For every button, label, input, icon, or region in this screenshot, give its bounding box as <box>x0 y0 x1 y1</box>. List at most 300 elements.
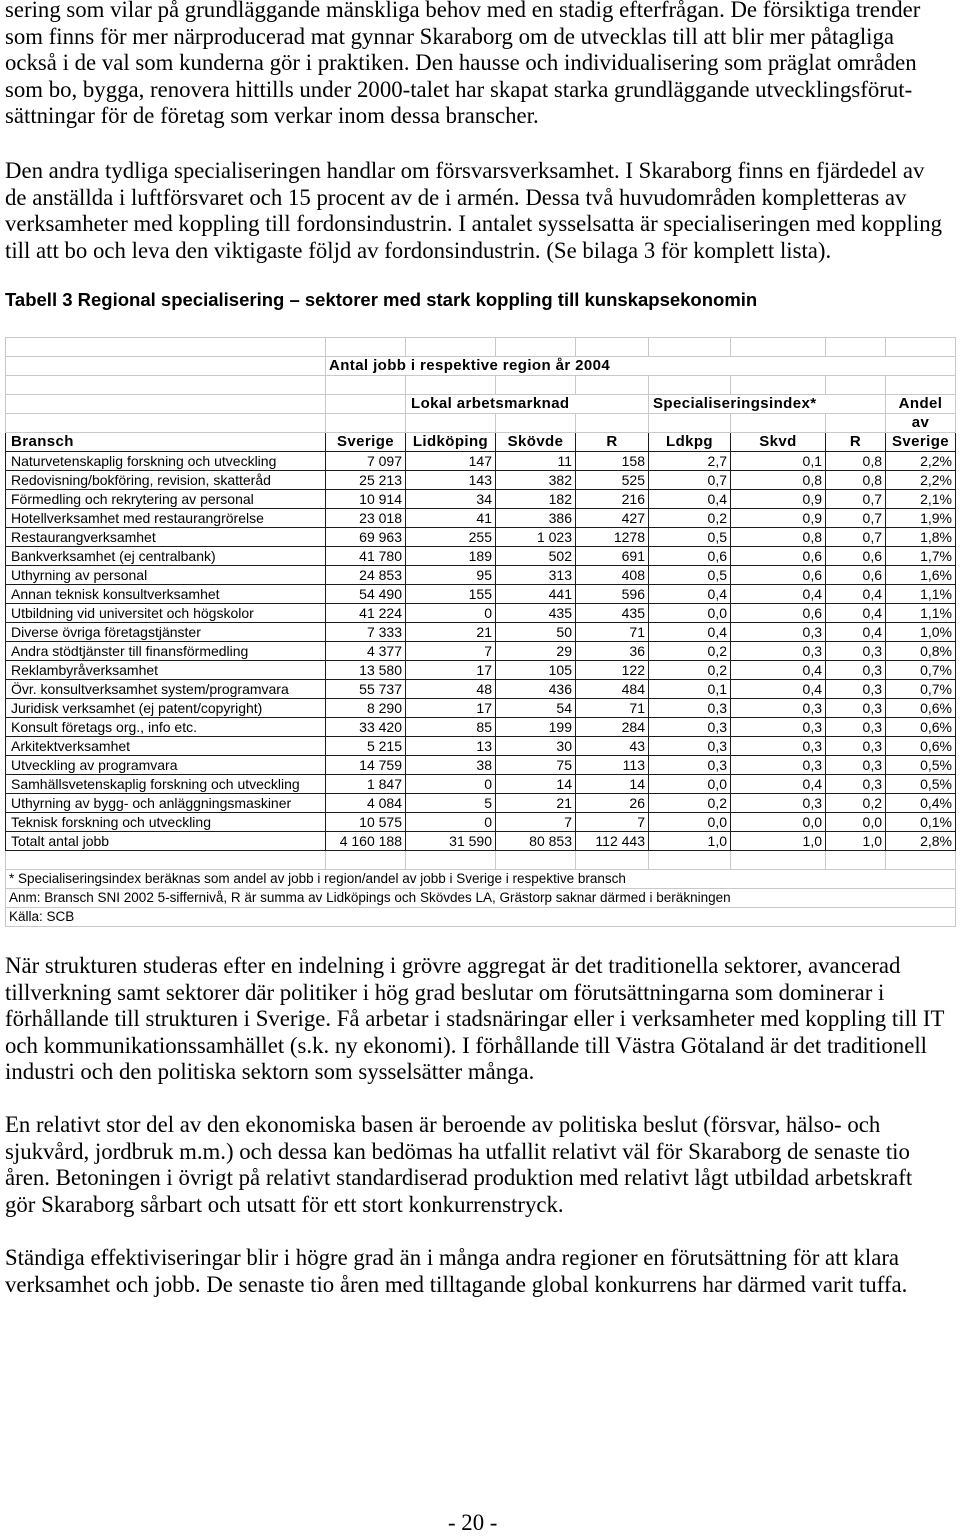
page-number: - 20 - <box>448 1510 498 1535</box>
column-header-lidkoping: Lidköping <box>406 433 496 452</box>
value-cell-skvd-index: 0,4 <box>731 585 826 604</box>
branch-cell: Utbildning vid universitet och högskolor <box>6 604 326 623</box>
text-line: åren. Betoningen i övrigt på relativt standardiserad produktion med relativt lågt utbildad arbetskraft <box>5 1165 913 1190</box>
value-cell-sverige: 4 377 <box>326 642 406 661</box>
paragraph-3 <box>5 953 944 1086</box>
value-cell-r-jobs: 216 <box>576 490 649 509</box>
value-cell-r-jobs: 113 <box>576 756 649 775</box>
branch-cell: Andra stödtjänster till finansförmedling <box>6 642 326 661</box>
table-row <box>6 680 956 699</box>
empty-cell <box>6 357 326 376</box>
value-cell-skvd-index: 1,0 <box>731 832 826 851</box>
empty-cell <box>649 851 731 870</box>
value-cell-r-jobs: 26 <box>576 794 649 813</box>
value-cell-ldkpg-index: 0,2 <box>649 642 731 661</box>
empty-cell <box>6 376 326 395</box>
value-cell-ldkpg-index: 0,4 <box>649 490 731 509</box>
value-cell-skvd-index: 0,9 <box>731 490 826 509</box>
value-cell-sverige: 7 333 <box>326 623 406 642</box>
value-cell-lidkoping: 38 <box>406 756 496 775</box>
value-cell-ldkpg-index: 0,3 <box>649 718 731 737</box>
value-cell-skovde: 1 023 <box>496 528 576 547</box>
table-caption: Tabell 3 Regional specialisering – sektorer med stark koppling till kunskapsekonomin <box>5 289 758 310</box>
value-cell-r-jobs: 691 <box>576 547 649 566</box>
value-cell-share-sverige: 1,9% <box>886 509 956 528</box>
value-cell-skvd-index: 0,3 <box>731 737 826 756</box>
table-row <box>6 490 956 509</box>
value-cell-lidkoping: 95 <box>406 566 496 585</box>
empty-cell <box>649 338 731 357</box>
value-cell-skvd-index: 0,8 <box>731 471 826 490</box>
value-cell-r-jobs: 43 <box>576 737 649 756</box>
value-cell-share-sverige: 0,6% <box>886 699 956 718</box>
empty-cell <box>326 414 406 433</box>
table-row <box>6 756 956 775</box>
value-cell-skvd-index: 0,1 <box>731 452 826 471</box>
column-header-skvd: Skvd <box>731 433 826 452</box>
empty-cell <box>576 376 649 395</box>
branch-cell: Naturvetenskaplig forskning och utveckling <box>6 452 326 471</box>
value-cell-r-jobs: 408 <box>576 566 649 585</box>
empty-cell <box>576 338 649 357</box>
table-row <box>6 642 956 661</box>
empty-cell <box>6 395 326 414</box>
branch-cell: Uthyrning av bygg- och anläggningsmaskiner <box>6 794 326 813</box>
footnote-remark: Anm: Bransch SNI 2002 5-siffernivå, R är summa av Lidköpings och Skövdes LA, Grästorp saknar därmed i beräkningen <box>6 889 956 908</box>
value-cell-ldkpg-index: 0,3 <box>649 756 731 775</box>
value-cell-sverige: 41 780 <box>326 547 406 566</box>
value-cell-lidkoping: 255 <box>406 528 496 547</box>
table-header <box>6 338 956 452</box>
table-title: Antal jobb i respektive region år 2004 <box>326 357 956 376</box>
branch-cell: Reklambyråverksamhet <box>6 661 326 680</box>
paragraph-5 <box>5 1245 907 1298</box>
value-cell-r-index: 0,6 <box>826 566 886 585</box>
value-cell-ldkpg-index: 1,0 <box>649 832 731 851</box>
value-cell-sverige: 4 160 188 <box>326 832 406 851</box>
value-cell-sverige: 55 737 <box>326 680 406 699</box>
branch-cell: Annan teknisk konsultverksamhet <box>6 585 326 604</box>
value-cell-r-index: 0,8 <box>826 471 886 490</box>
value-cell-share-sverige: 2,8% <box>886 832 956 851</box>
value-cell-lidkoping: 147 <box>406 452 496 471</box>
table-row <box>6 794 956 813</box>
value-cell-ldkpg-index: 0,0 <box>649 604 731 623</box>
value-cell-r-index: 0,3 <box>826 718 886 737</box>
branch-cell: Redovisning/bokföring, revision, skatteråd <box>6 471 326 490</box>
text-line: verksamhet och jobb. De senaste tio åren med tilltagande global konkurrens har därmed varit tuffa. <box>5 1271 908 1297</box>
value-cell-share-sverige: 1,8% <box>886 528 956 547</box>
value-cell-skovde: 75 <box>496 756 576 775</box>
value-cell-ldkpg-index: 0,0 <box>649 775 731 794</box>
value-cell-r-index: 0,2 <box>826 794 886 813</box>
footnote-index-definition: * Specialiseringsindex beräknas som andel av jobb i region/andel av jobb i Sverige i respektive bransch <box>6 870 956 889</box>
branch-cell: Hotellverksamhet med restaurangrörelse <box>6 509 326 528</box>
branch-cell: Bankverksamhet (ej centralbank) <box>6 547 326 566</box>
empty-cell <box>326 338 406 357</box>
value-cell-r-jobs: 435 <box>576 604 649 623</box>
value-cell-ldkpg-index: 0,3 <box>649 737 731 756</box>
value-cell-r-index: 0,3 <box>826 737 886 756</box>
empty-cell <box>496 414 576 433</box>
value-cell-lidkoping: 85 <box>406 718 496 737</box>
text-line: En relativt stor del av den ekonomiska basen är beroende av politiska beslut (försvar, hälso- och <box>5 1112 881 1137</box>
empty-cell <box>886 338 956 357</box>
value-cell-sverige: 69 963 <box>326 528 406 547</box>
value-cell-sverige: 10 575 <box>326 813 406 832</box>
table-row <box>6 737 956 756</box>
title-row <box>6 357 956 376</box>
value-cell-sverige: 1 847 <box>326 775 406 794</box>
value-cell-skvd-index: 0,4 <box>731 661 826 680</box>
blank-row <box>6 851 956 870</box>
value-cell-ldkpg-index: 0,5 <box>649 566 731 585</box>
value-cell-skovde: 30 <box>496 737 576 756</box>
value-cell-skvd-index: 0,0 <box>731 813 826 832</box>
value-cell-sverige: 10 914 <box>326 490 406 509</box>
value-cell-share-sverige: 0,6% <box>886 718 956 737</box>
value-cell-share-sverige: 0,7% <box>886 661 956 680</box>
value-cell-ldkpg-index: 0,6 <box>649 547 731 566</box>
empty-cell <box>731 851 826 870</box>
column-header-branch: Bransch <box>6 433 326 452</box>
value-cell-ldkpg-index: 0,4 <box>649 585 731 604</box>
branch-cell: Restaurangverksamhet <box>6 528 326 547</box>
value-cell-r-jobs: 71 <box>576 623 649 642</box>
empty-cell <box>326 376 406 395</box>
empty-cell <box>576 414 649 433</box>
value-cell-r-index: 0,3 <box>826 775 886 794</box>
value-cell-r-jobs: 1278 <box>576 528 649 547</box>
empty-cell <box>576 851 649 870</box>
empty-cell <box>826 414 886 433</box>
share-header-line-1: Andel <box>886 395 956 414</box>
value-cell-skovde: 386 <box>496 509 576 528</box>
value-cell-lidkoping: 0 <box>406 604 496 623</box>
value-cell-r-jobs: 112 443 <box>576 832 649 851</box>
paragraph-2 <box>5 158 942 264</box>
value-cell-r-index: 0,4 <box>826 585 886 604</box>
value-cell-share-sverige: 0,4% <box>886 794 956 813</box>
value-cell-lidkoping: 155 <box>406 585 496 604</box>
table-row <box>6 623 956 642</box>
value-cell-share-sverige: 0,8% <box>886 642 956 661</box>
empty-cell <box>406 376 496 395</box>
text-line: som finns för mer närproducerad mat gynnar Skaraborg om de utvecklas till att blir mer påtagliga <box>5 23 895 49</box>
empty-cell <box>826 376 886 395</box>
value-cell-r-index: 0,7 <box>826 528 886 547</box>
text-line: också i de val som kunderna gör i praktiken. Den hausse och individualisering som präglat områden <box>5 50 917 75</box>
value-cell-skovde: 54 <box>496 699 576 718</box>
branch-cell: Utveckling av programvara <box>6 756 326 775</box>
column-header-r-jobs: R <box>576 433 649 452</box>
value-cell-r-index: 0,8 <box>826 452 886 471</box>
branch-cell: Arkitektverksamhet <box>6 737 326 756</box>
text-line: som bo, bygga, renovera hittills under 2000-talet har skapat starka grundläggande utvecklingsförut- <box>5 76 913 102</box>
text-line: sättningar för de företag som verkar inom dessa branscher. <box>5 103 539 128</box>
branch-cell: Teknisk forskning och utveckling <box>6 813 326 832</box>
value-cell-lidkoping: 143 <box>406 471 496 490</box>
blank-row <box>6 338 956 357</box>
value-cell-r-index: 0,4 <box>826 604 886 623</box>
table-row <box>6 566 956 585</box>
empty-cell <box>496 376 576 395</box>
value-cell-skovde: 7 <box>496 813 576 832</box>
value-cell-ldkpg-index: 0,2 <box>649 661 731 680</box>
value-cell-skovde: 50 <box>496 623 576 642</box>
value-cell-r-jobs: 36 <box>576 642 649 661</box>
empty-cell <box>406 414 496 433</box>
value-cell-r-jobs: 7 <box>576 813 649 832</box>
table-row <box>6 528 956 547</box>
text-line: industri och den politiska sektorn som sysselsätter många. <box>5 1059 535 1084</box>
value-cell-r-index: 0,3 <box>826 661 886 680</box>
value-cell-lidkoping: 41 <box>406 509 496 528</box>
value-cell-share-sverige: 0,7% <box>886 680 956 699</box>
empty-cell <box>406 851 496 870</box>
value-cell-skvd-index: 0,6 <box>731 566 826 585</box>
empty-cell <box>6 338 326 357</box>
empty-cell <box>6 851 326 870</box>
value-cell-share-sverige: 0,1% <box>886 813 956 832</box>
value-cell-r-jobs: 284 <box>576 718 649 737</box>
value-cell-sverige: 23 018 <box>326 509 406 528</box>
value-cell-r-jobs: 596 <box>576 585 649 604</box>
empty-cell <box>731 376 826 395</box>
value-cell-r-index: 0,3 <box>826 756 886 775</box>
footnote-source: Källa: SCB <box>6 908 956 927</box>
value-cell-share-sverige: 2,2% <box>886 471 956 490</box>
value-cell-r-index: 0,3 <box>826 699 886 718</box>
value-cell-sverige: 54 490 <box>326 585 406 604</box>
branch-cell: Juridisk verksamhet (ej patent/copyright) <box>6 699 326 718</box>
value-cell-r-index: 0,4 <box>826 623 886 642</box>
empty-cell <box>406 338 496 357</box>
text-line: verksamheter med koppling till fordonsindustrin. I antalet sysselsatta är specialiseringen med koppling <box>5 211 942 236</box>
value-cell-lidkoping: 48 <box>406 680 496 699</box>
value-cell-skvd-index: 0,3 <box>731 756 826 775</box>
column-header-row <box>6 433 956 452</box>
table-row <box>6 452 956 471</box>
value-cell-share-sverige: 1,0% <box>886 623 956 642</box>
group-header-local-labour-market: Lokal arbetsmarknad <box>406 395 649 414</box>
value-cell-sverige: 14 759 <box>326 756 406 775</box>
value-cell-share-sverige: 2,1% <box>886 490 956 509</box>
empty-cell <box>496 851 576 870</box>
empty-cell <box>826 338 886 357</box>
value-cell-lidkoping: 5 <box>406 794 496 813</box>
value-cell-ldkpg-index: 0,1 <box>649 680 731 699</box>
text-line: gör Skaraborg sårbart och utsatt för ett stort konkurrenstryck. <box>5 1191 564 1217</box>
value-cell-r-jobs: 525 <box>576 471 649 490</box>
footnote-row <box>6 870 956 889</box>
branch-cell: Totalt antal jobb <box>6 832 326 851</box>
value-cell-skvd-index: 0,9 <box>731 509 826 528</box>
empty-cell <box>649 414 731 433</box>
text-line: Den andra tydliga specialiseringen handlar om försvarsverksamhet. I Skaraborg finns en fjärdedel av <box>5 158 925 183</box>
value-cell-ldkpg-index: 0,2 <box>649 794 731 813</box>
value-cell-ldkpg-index: 2,7 <box>649 452 731 471</box>
column-header-r-index: R <box>826 433 886 452</box>
value-cell-lidkoping: 21 <box>406 623 496 642</box>
value-cell-sverige: 41 224 <box>326 604 406 623</box>
value-cell-r-jobs: 71 <box>576 699 649 718</box>
text-line: och kommunikationssamhället (s.k. ny ekonomi). I förhållande till Västra Götaland är det traditionell <box>5 1032 927 1058</box>
value-cell-sverige: 24 853 <box>326 566 406 585</box>
empty-cell <box>326 395 406 414</box>
empty-cell <box>731 338 826 357</box>
text-line: Ständiga effektiviseringar blir i högre grad än i många andra regioner en förutsättning för att klara <box>5 1245 900 1270</box>
value-cell-skovde: 21 <box>496 794 576 813</box>
value-cell-r-index: 0,7 <box>826 509 886 528</box>
empty-cell <box>731 414 826 433</box>
value-cell-share-sverige: 1,7% <box>886 547 956 566</box>
column-header-sverige: Sverige <box>326 433 406 452</box>
empty-cell <box>886 376 956 395</box>
text-line: sjukvård, jordbruk m.m.) och dessa kan bedömas ha utfallit relativt väl för Skaraborg de senaste tio <box>5 1138 910 1164</box>
value-cell-r-jobs: 427 <box>576 509 649 528</box>
value-cell-lidkoping: 17 <box>406 661 496 680</box>
value-cell-ldkpg-index: 0,3 <box>649 699 731 718</box>
value-cell-skovde: 313 <box>496 566 576 585</box>
value-cell-skovde: 11 <box>496 452 576 471</box>
column-header-ldkpg: Ldkpg <box>649 433 731 452</box>
table-row <box>6 547 956 566</box>
value-cell-skovde: 199 <box>496 718 576 737</box>
value-cell-skovde: 435 <box>496 604 576 623</box>
value-cell-skvd-index: 0,4 <box>731 775 826 794</box>
value-cell-sverige: 4 084 <box>326 794 406 813</box>
value-cell-sverige: 5 215 <box>326 737 406 756</box>
total-row <box>6 832 956 851</box>
value-cell-skovde: 436 <box>496 680 576 699</box>
value-cell-lidkoping: 17 <box>406 699 496 718</box>
empty-cell <box>826 851 886 870</box>
branch-cell: Övr. konsultverksamhet system/programvara <box>6 680 326 699</box>
share-header-line-2: av <box>886 414 956 433</box>
empty-cell <box>6 414 326 433</box>
value-cell-share-sverige: 1,6% <box>886 566 956 585</box>
value-cell-skvd-index: 0,6 <box>731 547 826 566</box>
value-cell-share-sverige: 0,5% <box>886 775 956 794</box>
table-footer <box>6 851 956 927</box>
text-line: tillverkning samt sektorer där politiker i hög grad beslutar om förutsättningarna som dominerar i <box>5 979 885 1005</box>
value-cell-sverige: 13 580 <box>326 661 406 680</box>
value-cell-share-sverige: 1,1% <box>886 585 956 604</box>
value-cell-skvd-index: 0,3 <box>731 699 826 718</box>
value-cell-r-index: 0,0 <box>826 813 886 832</box>
value-cell-skovde: 14 <box>496 775 576 794</box>
value-cell-lidkoping: 0 <box>406 775 496 794</box>
value-cell-ldkpg-index: 0,4 <box>649 623 731 642</box>
value-cell-skvd-index: 0,3 <box>731 794 826 813</box>
group-header-row-2 <box>6 414 956 433</box>
table-row <box>6 718 956 737</box>
group-header-row <box>6 395 956 414</box>
value-cell-r-jobs: 158 <box>576 452 649 471</box>
value-cell-r-index: 0,3 <box>826 642 886 661</box>
table-body <box>6 452 956 851</box>
value-cell-skvd-index: 0,4 <box>731 680 826 699</box>
value-cell-lidkoping: 7 <box>406 642 496 661</box>
branch-cell: Uthyrning av personal <box>6 566 326 585</box>
value-cell-ldkpg-index: 0,7 <box>649 471 731 490</box>
paragraph-4 <box>5 1112 912 1218</box>
value-cell-ldkpg-index: 0,0 <box>649 813 731 832</box>
value-cell-ldkpg-index: 0,5 <box>649 528 731 547</box>
value-cell-r-jobs: 14 <box>576 775 649 794</box>
value-cell-sverige: 25 213 <box>326 471 406 490</box>
table-row <box>6 775 956 794</box>
text-line: När strukturen studeras efter en indelning i grövre aggregat är det traditionella sektorer, avancerad <box>5 953 901 978</box>
value-cell-skvd-index: 0,3 <box>731 642 826 661</box>
empty-cell <box>886 851 956 870</box>
branch-cell: Förmedling och rekrytering av personal <box>6 490 326 509</box>
text-line: förhållande till strukturen i Sverige. Få arbetar i stadsnäringar eller i verksamheter med koppling till IT <box>5 1006 945 1031</box>
paragraph-1 <box>5 0 920 130</box>
value-cell-share-sverige: 0,5% <box>886 756 956 775</box>
text-line: till att bo och leva den viktigaste följd av fordonsindustrin. (Se bilaga 3 för komplett lista). <box>5 237 832 263</box>
footnote-row <box>6 908 956 927</box>
table-row <box>6 699 956 718</box>
table-row <box>6 813 956 832</box>
value-cell-lidkoping: 13 <box>406 737 496 756</box>
value-cell-r-index: 0,6 <box>826 547 886 566</box>
branch-cell: Diverse övriga företagstjänster <box>6 623 326 642</box>
value-cell-r-index: 0,7 <box>826 490 886 509</box>
value-cell-skvd-index: 0,3 <box>731 718 826 737</box>
column-header-skovde: Skövde <box>496 433 576 452</box>
empty-cell <box>649 376 731 395</box>
value-cell-skvd-index: 0,6 <box>731 604 826 623</box>
value-cell-lidkoping: 34 <box>406 490 496 509</box>
value-cell-lidkoping: 0 <box>406 813 496 832</box>
value-cell-share-sverige: 1,1% <box>886 604 956 623</box>
blank-row <box>6 376 956 395</box>
value-cell-sverige: 33 420 <box>326 718 406 737</box>
value-cell-skovde: 105 <box>496 661 576 680</box>
value-cell-sverige: 8 290 <box>326 699 406 718</box>
value-cell-r-index: 1,0 <box>826 832 886 851</box>
branch-cell: Samhällsvetenskaplig forskning och utveckling <box>6 775 326 794</box>
table-row <box>6 471 956 490</box>
value-cell-skovde: 29 <box>496 642 576 661</box>
table-row <box>6 585 956 604</box>
value-cell-skvd-index: 0,8 <box>731 528 826 547</box>
footnote-row <box>6 889 956 908</box>
empty-cell <box>496 338 576 357</box>
text-line: sering som vilar på grundläggande mänskliga behov med en stadig efterfrågan. De försiktiga trender <box>5 0 921 22</box>
value-cell-r-index: 0,3 <box>826 680 886 699</box>
table-row <box>6 661 956 680</box>
branch-cell: Konsult företags org., info etc. <box>6 718 326 737</box>
column-header-share-sverige: Sverige <box>886 433 956 452</box>
value-cell-lidkoping: 189 <box>406 547 496 566</box>
value-cell-ldkpg-index: 0,2 <box>649 509 731 528</box>
value-cell-skovde: 502 <box>496 547 576 566</box>
table-row <box>6 509 956 528</box>
value-cell-lidkoping: 31 590 <box>406 832 496 851</box>
value-cell-share-sverige: 2,2% <box>886 452 956 471</box>
table-row <box>6 604 956 623</box>
value-cell-skvd-index: 0,3 <box>731 623 826 642</box>
value-cell-share-sverige: 0,6% <box>886 737 956 756</box>
group-header-specialisation-index: Specialiseringsindex* <box>649 395 886 414</box>
value-cell-skovde: 382 <box>496 471 576 490</box>
empty-cell <box>326 851 406 870</box>
regional-specialisation-table <box>5 337 955 927</box>
value-cell-r-jobs: 122 <box>576 661 649 680</box>
